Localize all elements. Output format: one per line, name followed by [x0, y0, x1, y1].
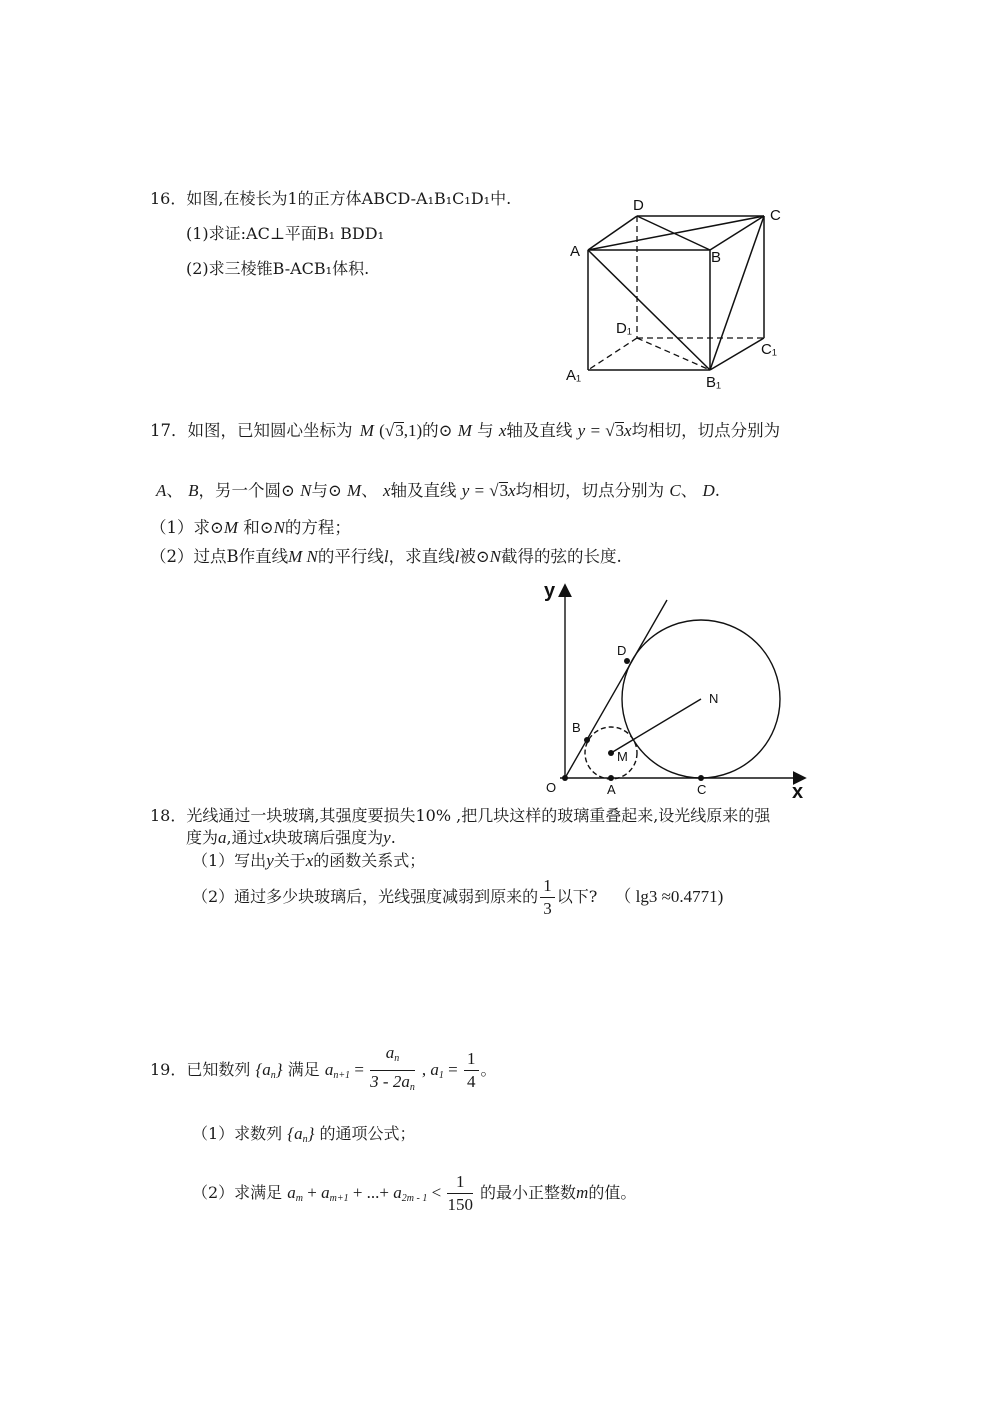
point-c: [698, 775, 704, 781]
problem-17-line2: A、 B，另一个圆⊙ N与⊙ M、 x轴及直线 y = √3x均相切，切点分别为 C、 D.: [156, 481, 721, 500]
label-c: C: [697, 782, 707, 797]
label-d: D: [633, 197, 644, 214]
point-m: [608, 750, 614, 756]
problem-16-stem: 16．如图,在棱长为1的正方体ABCD-A₁B₁C₁D₁中.: [150, 189, 512, 208]
segment-mn: [611, 699, 701, 753]
problem-number: 18．: [150, 806, 187, 825]
label-o: O: [546, 780, 557, 795]
tangent-circles-figure: [530, 580, 820, 800]
point-d: [624, 658, 630, 664]
initial-value-fraction: $\frac{1}{4}$: [464, 1048, 479, 1093]
problem-16-q2: (2)求三棱锥B-ACB₁体积.: [186, 259, 370, 278]
label-y: y: [544, 580, 556, 602]
label-m: M: [617, 749, 628, 764]
label-b1: B₁: [706, 374, 722, 390]
problem-17-q1: （1）求⊙M 和⊙N的方程；: [150, 518, 351, 537]
label-b: B: [572, 720, 581, 735]
label-b: B: [711, 249, 722, 266]
tangent-line: [565, 600, 667, 778]
point-b: [584, 737, 590, 743]
problem-16-q1: (1)求证:AC⊥平面B₁ BDD₁: [186, 224, 384, 243]
problem-19-stem: 19．已知数列 $\{a_n\}$ 满足 $a_{n+1}$ = $\frac{a_n}{3 - 2a_n}$ , $a_1$ = $\frac{1}{4}$ 。: [150, 1042, 497, 1103]
hidden-diagonal-d1b1: [637, 338, 710, 370]
diagonal-bd: [637, 216, 710, 250]
label-c1: C₁: [761, 341, 777, 358]
problem-number: 16．: [150, 189, 187, 208]
fraction-one-third: $\frac{1}{3}$: [540, 875, 555, 920]
problem-18-line1: 18．光线通过一块玻璃,其强度要损失10% ,把几块这样的玻璃重叠起来,设光线原来的强: [150, 806, 771, 825]
recurrence-fraction: $\frac{a_n}{3 - 2a_n}$: [370, 1043, 415, 1093]
problem-17-line1: 17．如图，已知圆心坐标为 M (√3,1)的⊙ M 与 x轴及直线 y = √3x均相切，切点分别为: [150, 421, 781, 440]
diagonal-cb1: [710, 216, 764, 370]
label-x: x: [792, 781, 804, 800]
label-a: A: [570, 243, 581, 260]
problem-18-q2: （2）通过多少块玻璃后，光线强度减弱到原来的 $\frac{1}{3}$ 以下? （ lg3 ≈0.4771): [192, 876, 724, 918]
edge-b1c1: [710, 338, 764, 370]
bound-fraction: $\frac{1}{150}$: [447, 1172, 473, 1214]
label-a: A: [607, 782, 616, 797]
label-c: C: [770, 207, 781, 224]
problem-number: 17．: [150, 421, 188, 440]
point-o: [562, 775, 568, 781]
problem-18-line2: 度为a,通过x块玻璃后强度为y.: [186, 828, 396, 847]
label-d1: D₁: [616, 320, 632, 337]
problem-number: 19．: [150, 1060, 187, 1079]
problem-17-q2: （2）过点B作直线M N的平行线l，求直线l被⊙N截得的弦的长度.: [150, 547, 622, 566]
problem-18-q1: （1）写出y关于x的函数关系式；: [192, 851, 426, 870]
label-n: N: [709, 691, 719, 706]
cube-figure: [560, 190, 800, 390]
problem-19-q2: （2）求满足 $a_m + a_{m+1}$ + ...+ $a_{2m - 1}$ < $\frac{1}{150}$ 的最小正整数m的值。: [192, 1172, 637, 1214]
diagonal-ab1: [588, 250, 710, 370]
point-a: [608, 775, 614, 781]
problem-19-q1: （1）求数列 $\{a_n\}$ 的通项公式；: [192, 1124, 416, 1145]
hidden-edge-d1a1: [588, 338, 637, 370]
label-a1: A₁: [566, 367, 582, 384]
label-d: D: [617, 643, 627, 658]
